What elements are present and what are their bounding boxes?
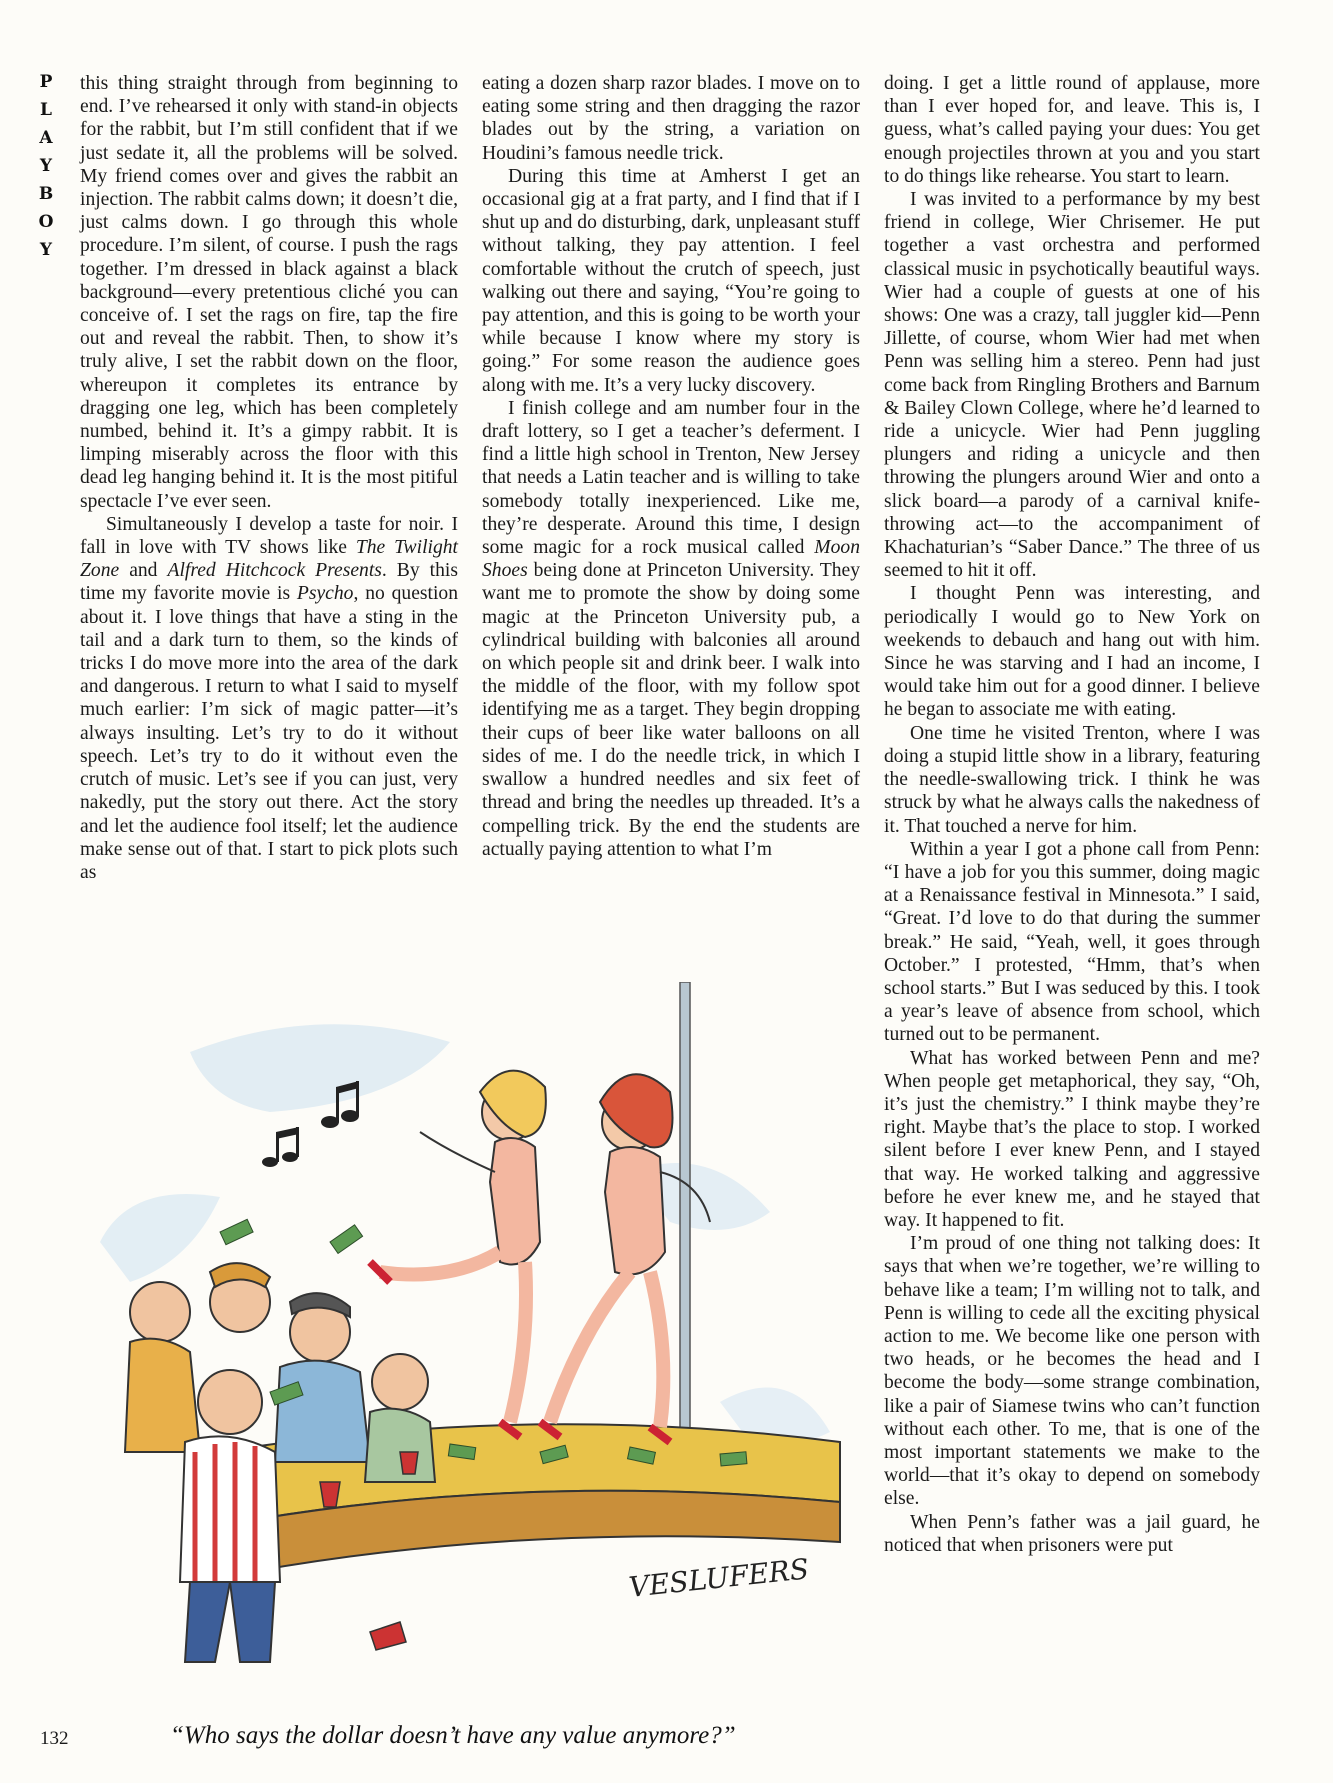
paragraph: this thing straight through from beginning to end. I’ve rehearsed it only with stand-in objects for the rabbit, but I’m still confident that if we just sedate it, all the problems will be solved. My friend comes over and gives the rabbit an injection. The rabbit calms down; it doesn’t die, just calms down. I go through this whole procedure. I’m silent, of course. I push the rags together. I’m dressed in black against a black background—every pretentious cliché you can conceive of. I set the rags on fire, tap the fire out and reveal the rabbit. Then, to show it’s truly alive, I set the rabbit down on the floor, whereupon it completes its entrance by dragging one leg, which has been completely numbed, behind it. It’s a gimpy rabbit. It is limping miserably across the floor with this dead leg hanging behind it. It is the most pitiful spectacle I’ve ever seen. <box>80 73 458 512</box>
italic-title: Moon Shoes <box>482 537 860 582</box>
text-run: being done at Princeton University. They want me to promote the show by doing some magic at the Princeton University pub, a cylindrical building with balconies all around on which people sit and drink beer. I walk into the middle of the floor, with my follow spot identifying me as a target. They begin dropping their cups of beer like water balloons on all sides of me. I do the needle trick, in which I swallow a hundred needles and six feet of thread and bring the needles up threaded. It’s a compelling trick. By the end the students are actually paying attention to what I’m <box>482 560 860 860</box>
text-run: Simultaneously I develop a taste for noir. I fall in love with TV shows like <box>80 513 458 559</box>
paragraph: I thought Penn was interesting, and periodically I would go to New York on weekends to debauch and hang out with him. Since he was starving and I had an income, I would take him out for a good dinner. I believe he began to associate me with eating. <box>884 583 1260 721</box>
cartoon-illustration <box>70 982 870 1672</box>
paragraph: Within a year I got a phone call from Penn: “I have a job for you this summer, doing magic at a Renaissance festival in Minnesota.” I said, “Great. I’d love to do that during the summer break.” He said, “Yeah, well, it goes through October.” I protested, “Hmm, that’s when school starts.” But I was seduced by this. I took a year’s leave of absence from school, which turned out to be permanent. <box>884 838 1260 1046</box>
artist-signature: VESLUFERS <box>627 1552 811 1604</box>
paragraph: eating a dozen sharp razor blades. I move on to eating some string and then dragging the razor blades out by the string, a variation on Houdini’s famous needle trick. <box>482 73 860 164</box>
paragraph: When Penn’s father was a jail guard, he noticed that when prisoners were put <box>884 1511 1260 1556</box>
paragraph: I’m proud of one thing not talking does: It says that when we’re together, we’re willing to behave like a team; I’m willing not to talk, and Penn is willing to cede all the exciting physical action to me. We become like one person with two heads, or he becomes the head and I become the body—some strange combination, like a pair of Siamese twins who can’t function without each other. To me, that is one of the most important statements we make to the world—that it’s okay to depend on somebody else. <box>884 1233 1260 1510</box>
masthead: PLAYBOY <box>36 72 56 268</box>
text-run: . By this time my favorite movie is <box>80 560 458 605</box>
article-column-1 <box>80 72 458 884</box>
cartoon-caption: “Who says the dollar doesn’t have any value anymore?” <box>170 1722 736 1749</box>
paragraph: During this time at Amherst I get an occasional gig at a frat party, and I find that if I shut up and do disturbing, dark, unpleasant stuff without talking, they pay attention. I feel comfortable without the crutch of speech, just walking out there and saying, “You’re going to pay attention, and this is going to be worth your while because I know where my story is going.” For some reason the audience goes along with me. It’s a very lucky discovery. <box>482 165 860 396</box>
italic-title: Alfred Hitchcock Presents <box>167 560 382 582</box>
article-column-2 <box>482 72 860 861</box>
paragraph: One time he visited Trenton, where I was doing a stupid little show in a library, featuring the needle-swallowing trick. I think he was struck by what he always calls the nakedness of it. That touched a nerve for him. <box>884 722 1260 837</box>
article-column-3 <box>884 72 1260 1772</box>
italic-title: Psycho <box>296 583 354 605</box>
paragraph <box>80 513 458 884</box>
paragraph: I was invited to a performance by my best friend in college, Wier Chrisemer. He put together a vast orchestra and performed classical music in psychotically beautiful ways. Wier had a couple of guests at one of his shows: One was a crazy, tall juggler kid—Penn Jillette, of course, whom Wier had met when Penn was selling him a stereo. Penn had just come back from Ringling Brothers and Barnum & Bailey Clown College, where he’d learned to ride a unicycle. Wier had Penn juggling plungers and riding a unicycle and then throwing the plungers around Wier and onto a slick board—a parody of a carnival knife-throwing act—to the accompaniment of Khachaturian’s “Saber Dance.” The three of us seemed to hit it off. <box>884 189 1260 582</box>
paragraph <box>482 397 860 861</box>
text-run: , no question about it. I love things that have a sting in the tail and a dark turn to them, so the kinds of tricks I do move more into the area of the dark and dangerous. I return to what I said to myself much earlier: I’m sick of magic patter—it’s always insulting. Let’s try to do it without speech. Let’s try to do it without even the crutch of music. Let’s see if you can just, very nakedly, put the story out there. Act the story and let the audience fool itself; let the audience make sense out of that. I start to pick plots such as <box>80 583 458 883</box>
text-run: I finish college and am number four in the draft lottery, so I get a teacher’s deferment. I find a little high school in Trenton, New Jersey that needs a Latin teacher and is willing to take somebody totally inexperienced. Like me, they’re desperate. Around this time, I design some magic for a rock musical called <box>482 397 860 559</box>
text-run: and <box>119 560 168 582</box>
paragraph: doing. I get a little round of applause, more than I ever hoped for, and leave. This is, I guess, what’s called paying your dues: You get enough projectiles thrown at you and you start to do things like rehearse. You start to learn. <box>884 73 1260 187</box>
page-number: 132 <box>40 1728 69 1749</box>
paragraph: What has worked between Penn and me? When people get metaphorical, they say, “Oh, it’s just the chemistry.” I think maybe they’re right. Maybe that’s the place to stop. I worked silent before I ever knew Penn, and I stayed that way. He worked talking and aggressive before he ever knew me, and he stayed that way. It happened to fit. <box>884 1047 1260 1231</box>
italic-title: The Twilight Zone <box>80 537 458 582</box>
